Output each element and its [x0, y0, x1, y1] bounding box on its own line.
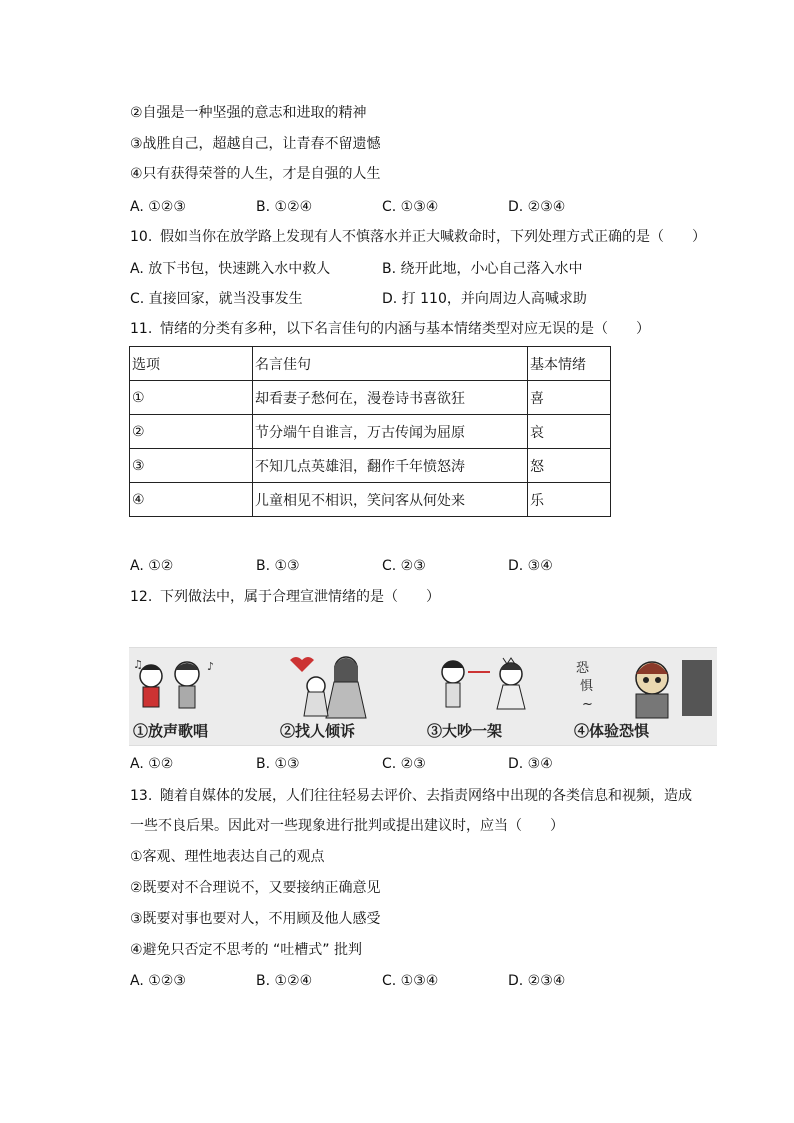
svg-text:惧: 惧	[580, 679, 594, 694]
q12-stem-text: 下列做法中，属于合理宣泄情绪的是（ ）	[160, 589, 440, 605]
header-option: 选项	[130, 347, 253, 381]
q11-option-a: A. ①②	[130, 558, 174, 574]
row-emotion: 哀	[528, 415, 611, 449]
row-option: ②	[130, 415, 253, 449]
q10-number: 10.	[130, 229, 153, 245]
table-header-row	[130, 347, 611, 381]
q13-stem-text-2: 一些不良后果。因此对一些现象进行批判或提出建议时，应当（ ）	[130, 818, 564, 834]
q9-item-4: ④只有获得荣誉的人生，才是自强的人生	[130, 166, 381, 182]
table-row	[130, 449, 611, 483]
q9-option-d: D. ②③④	[508, 199, 566, 215]
q13-option-a: A. ①②③	[130, 973, 186, 989]
q13-stem-text-1: 随着自媒体的发展，人们往往轻易去评价、去指责网络中出现的各类信息和视频，造成	[160, 788, 692, 804]
row-emotion: 喜	[528, 381, 611, 415]
row-quote: 却看妻子愁何在，漫卷诗书喜欲狂	[253, 381, 528, 415]
q13-option-b: B. ①②④	[256, 973, 313, 989]
confiding-people-illustration	[276, 654, 423, 720]
q13-item-1: ①客观、理性地表达自己的观点	[130, 849, 325, 865]
q9-option-a: A. ①②③	[130, 199, 186, 215]
row-option: ③	[130, 449, 253, 483]
q11-number: 11.	[130, 321, 153, 337]
q13-number: 13.	[130, 788, 153, 804]
header-emotion: 基本情绪	[528, 347, 611, 381]
caption-fear: ④体验恐惧	[574, 722, 650, 740]
panel-confiding	[276, 648, 423, 745]
table-row	[130, 483, 611, 517]
q9-item-2: ②自强是一种坚强的意志和进取的精神	[130, 105, 367, 121]
row-option: ①	[130, 381, 253, 415]
q11-option-c: C. ②③	[382, 558, 426, 574]
fear-experience-illustration	[570, 654, 717, 720]
q9-option-b: B. ①②④	[256, 199, 313, 215]
q10-stem-text: 假如当你在放学路上发现有人不慎落水并正大喊救命时，下列处理方式正确的是（ ）	[160, 229, 706, 245]
quarrel-illustration	[423, 654, 570, 720]
q13-stem	[130, 787, 692, 805]
q11-stem	[130, 320, 650, 338]
q13-item-4: ④避免只否定不思考的 “吐槽式” 批判	[130, 942, 362, 958]
q12-stem	[130, 588, 440, 606]
q10-stem	[130, 228, 706, 246]
q11-stem-text: 情绪的分类有多种，以下名言佳句的内涵与基本情绪类型对应无误的是（ ）	[160, 321, 650, 337]
q12-illustration-strip	[129, 647, 717, 746]
row-quote: 节分端午自谁言，万古传闻为屈原	[253, 415, 528, 449]
caption-quarrel: ③大吵一架	[427, 722, 503, 740]
q13-option-c: C. ①③④	[382, 973, 439, 989]
table-row	[130, 415, 611, 449]
q9-option-c: C. ①③④	[382, 199, 439, 215]
q10-option-d: D. 打 110，并向周边人高喊求助	[382, 291, 587, 307]
q9-item-3: ③战胜自己，超越自己，让青春不留遗憾	[130, 136, 381, 152]
q11-option-d: D. ③④	[508, 558, 553, 574]
svg-text:~: ~	[582, 697, 593, 712]
table-row	[130, 381, 611, 415]
panel-quarrel	[423, 648, 570, 745]
q13-item-2: ②既要对不合理说不，又要接纳正确意见	[130, 880, 381, 896]
q12-number: 12.	[130, 589, 153, 605]
row-quote: 儿童相见不相识，笑问客从何处来	[253, 483, 528, 517]
svg-text:♫: ♫	[133, 658, 143, 671]
q11-option-b: B. ①③	[256, 558, 300, 574]
panel-singing	[129, 648, 276, 745]
q13-item-3: ③既要对事也要对人，不用顾及他人感受	[130, 911, 381, 927]
svg-text:♪: ♪	[207, 660, 215, 673]
q10-option-a: A. 放下书包，快速跳入水中救人	[130, 261, 331, 277]
svg-text:恐: 恐	[576, 661, 590, 676]
q10-option-b: B. 绕开此地，小心自己落入水中	[382, 261, 583, 277]
row-option: ④	[130, 483, 253, 517]
row-emotion: 怒	[528, 449, 611, 483]
caption-singing: ①放声歌唱	[133, 722, 209, 740]
q10-option-c: C. 直接回家，就当没事发生	[130, 291, 303, 307]
q12-option-c: C. ②③	[382, 756, 426, 772]
q12-option-b: B. ①③	[256, 756, 300, 772]
q12-option-a: A. ①②	[130, 756, 174, 772]
q13-option-d: D. ②③④	[508, 973, 566, 989]
q12-option-d: D. ③④	[508, 756, 553, 772]
caption-confiding: ②找人倾诉	[280, 722, 356, 740]
panel-fear	[570, 648, 717, 745]
singing-children-illustration	[129, 654, 276, 720]
row-quote: 不知几点英雄泪，翻作千年愤怒涛	[253, 449, 528, 483]
header-quote: 名言佳句	[253, 347, 528, 381]
row-emotion: 乐	[528, 483, 611, 517]
q11-table	[129, 346, 611, 517]
